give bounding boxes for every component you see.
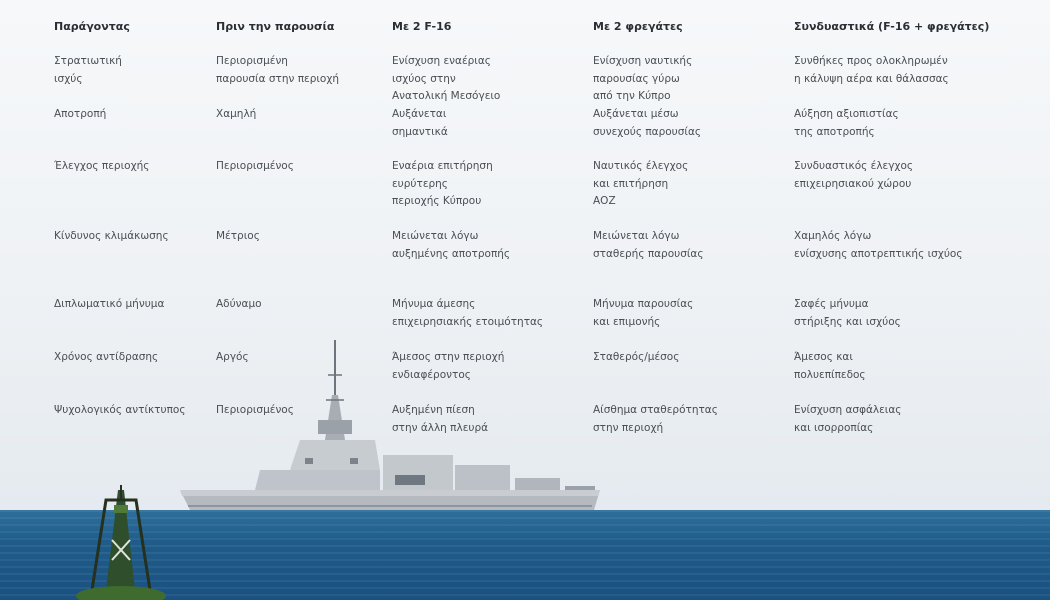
row-psychological-factor: Ψυχολογικός αντίκτυπος	[54, 404, 186, 416]
row-escalation-before: Μέτριος	[216, 230, 260, 242]
row-psychological-frigates: Αίσθημα σταθερότητας στην περιοχή	[593, 404, 718, 434]
row-escalation-factor: Κίνδυνος κλιμάκωσης	[54, 230, 169, 242]
row-control-frigates: Ναυτικός έλεγχος και επιτήρηση ΑΟΖ	[593, 160, 689, 207]
row-reaction-frigates: Σταθερός/μέσος	[593, 351, 680, 363]
row-diplomatic-factor: Διπλωματικό μήνυμα	[54, 298, 165, 310]
row-diplomatic-frigates: Μήνυμα παρουσίας και επιμονής	[593, 298, 694, 328]
row-reaction-before: Αργός	[216, 351, 249, 363]
header-frigates: Με 2 φρεγάτες	[593, 20, 683, 33]
row-control-before: Περιορισμένος	[216, 160, 294, 172]
row-psychological-combined: Ενίσχυση ασφάλειας και ισορροπίας	[794, 404, 902, 434]
header-before: Πριν την παρουσία	[216, 20, 335, 33]
row-military-frigates: Ενίσχυση ναυτικής παρουσίας γύρω από την Κύπρο	[593, 55, 693, 102]
row-deterrence-before: Χαμηλή	[216, 108, 257, 120]
header-f16: Με 2 F-16	[392, 20, 452, 33]
row-escalation-frigates: Μειώνεται λόγω σταθερής παρουσίας	[593, 230, 704, 260]
row-control-combined: Συνδυαστικός έλεγχος επιχειρησιακού χώρου	[794, 160, 914, 190]
row-diplomatic-combined: Σαφές μήνυμα στήριξης και ισχύος	[794, 298, 901, 328]
row-deterrence-frigates: Αυξάνεται μέσω συνεχούς παρουσίας	[593, 108, 702, 138]
header-factor: Παράγοντας	[54, 20, 130, 33]
row-control-f16: Εναέρια επιτήρηση ευρύτερης περιοχής Κύπρου	[392, 160, 493, 207]
row-reaction-factor: Χρόνος αντίδρασης	[54, 351, 159, 363]
row-deterrence-combined: Αύξηση αξιοπιστίας της αποτροπής	[794, 108, 899, 138]
row-psychological-f16: Αυξημένη πίεση στην άλλη πλευρά	[392, 404, 489, 434]
row-reaction-combined: Άμεσος και πολυεπίπεδος	[794, 351, 866, 381]
row-escalation-f16: Μειώνεται λόγω αυξημένης αποτροπής	[392, 230, 511, 260]
row-psychological-before: Περιορισμένος	[216, 404, 294, 416]
row-escalation-combined: Χαμηλός λόγω ενίσχυσης αποτρεπτικής ισχύος	[794, 230, 963, 260]
header-combined: Συνδυαστικά (F-16 + φρεγάτες)	[794, 20, 990, 33]
row-deterrence-factor: Αποτροπή	[54, 108, 107, 120]
row-military-f16: Ενίσχυση εναέριας ισχύος στην Ανατολική Μεσόγειο	[392, 55, 501, 102]
row-deterrence-f16: Αυξάνεται σημαντικά	[392, 108, 448, 138]
row-reaction-f16: Άμεσος στην περιοχή ενδιαφέροντος	[392, 351, 505, 381]
row-diplomatic-f16: Μήνυμα άμεσης επιχειρησιακής ετοιμότητας	[392, 298, 544, 328]
row-diplomatic-before: Αδύναμο	[216, 298, 262, 310]
row-military-combined: Συνθήκες προς ολοκληρωμέν η κάλυψη αέρα και θάλασσας	[794, 55, 949, 85]
row-military-before: Περιορισμένη παρουσία στην περιοχή	[216, 55, 340, 85]
row-control-factor: Έλεγχος περιοχής	[54, 160, 150, 172]
row-military-factor: Στρατιωτική ισχύς	[54, 55, 122, 85]
